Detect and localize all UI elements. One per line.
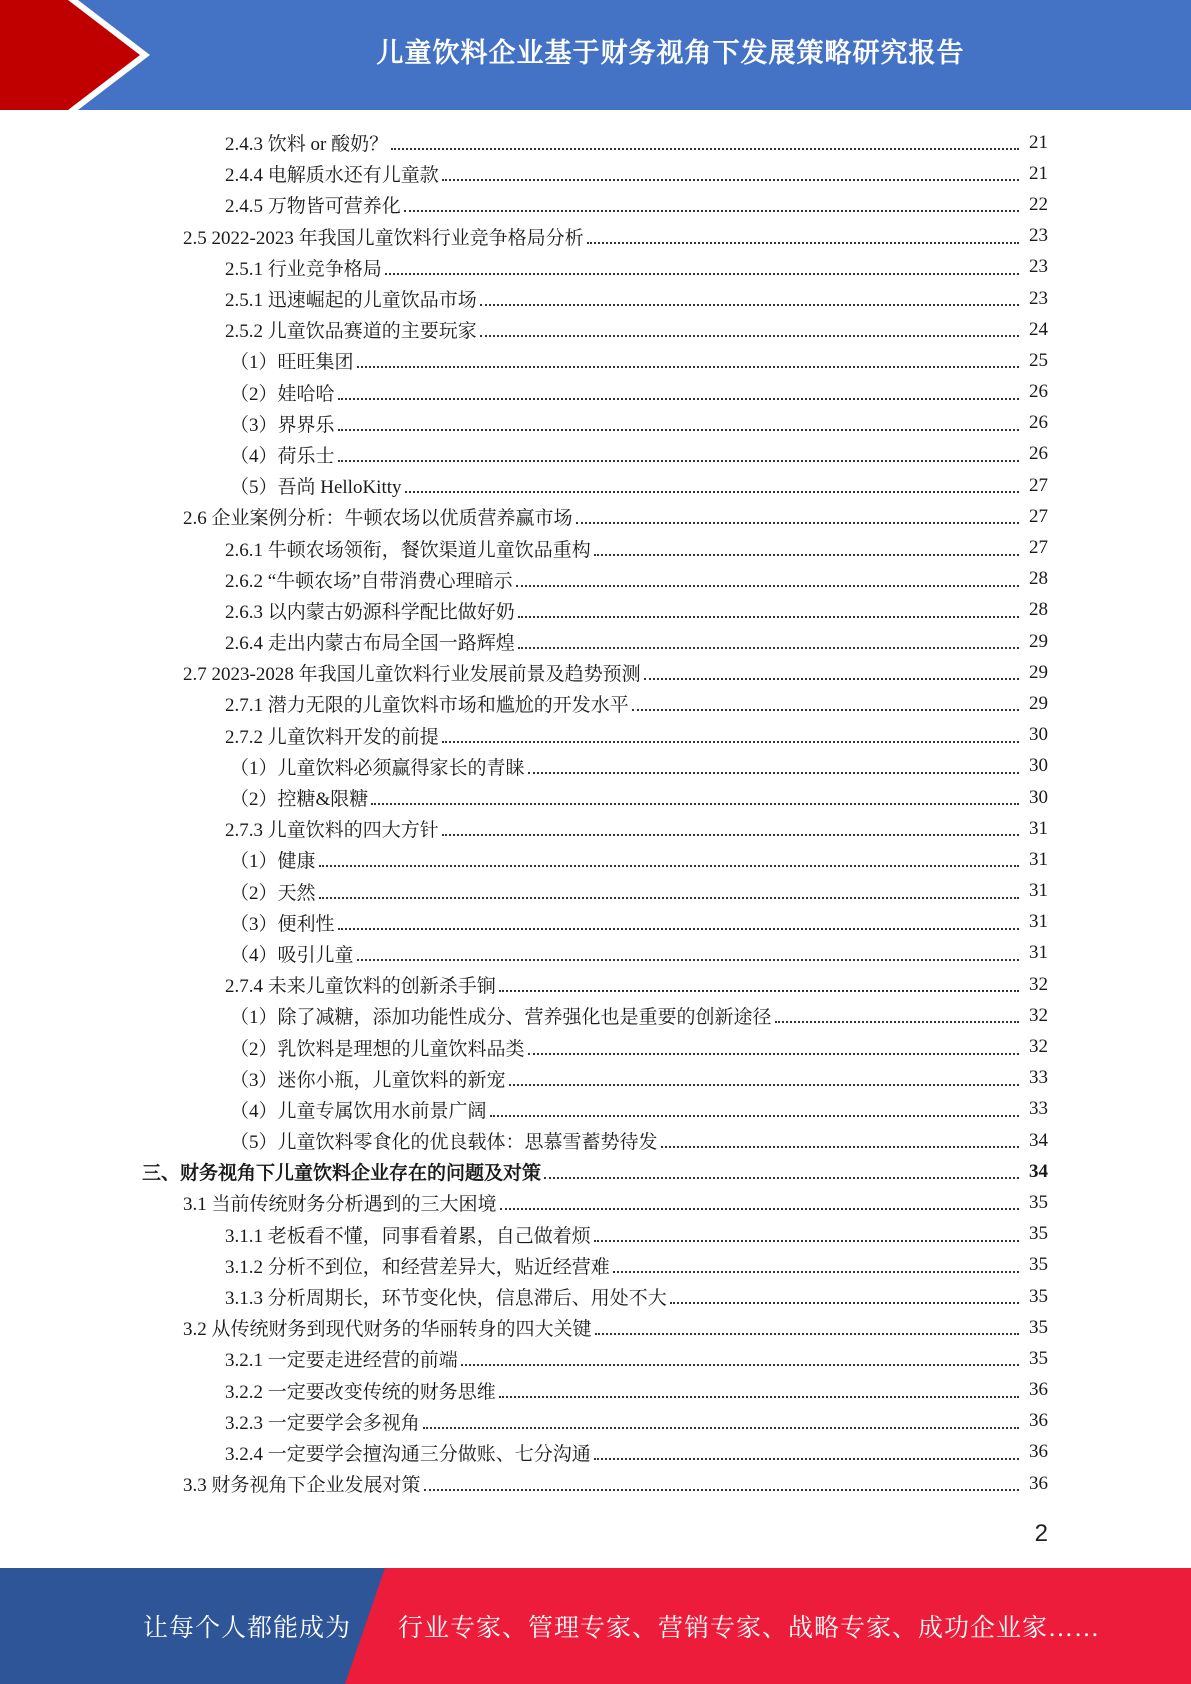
toc-entry-title: 3.1.1 老板看不懂，同事看着累，自己做着烦 [225,1225,591,1247]
toc-entry-title: 3.1 当前传统财务分析遇到的三大困境 [183,1194,497,1216]
toc-entry-title: 2.7.3 儿童饮料的四大方针 [225,820,439,842]
toc-entry-title: （2）控糖&限糖 [230,789,369,811]
toc-dot-leader [632,708,1019,711]
toc-entry-page: 32 [1029,1004,1048,1026]
toc-entry[interactable] [0,1281,1191,1312]
toc-entry[interactable] [0,345,1191,376]
toc-entry[interactable] [0,564,1191,595]
toc-entry-title: （5）儿童饮料零食化的优良载体：思慕雪蓄势待发 [230,1132,658,1154]
toc-entry-title: （3）便利性 [230,913,335,935]
toc-dot-leader [338,428,1019,431]
toc-entry-page: 27 [1029,474,1048,496]
toc-dot-leader [500,1207,1019,1210]
toc-entry-title: 3.2.2 一定要改变传统的财务思维 [225,1381,496,1403]
toc-entry[interactable] [0,1312,1191,1343]
toc-entry[interactable] [0,1437,1191,1468]
toc-entry[interactable] [0,158,1191,189]
toc-entry[interactable] [0,377,1191,408]
toc-dot-leader [357,365,1019,368]
toc-entry-title: （3）迷你小瓶，儿童饮料的新宠 [230,1069,506,1091]
toc-entry-title: 3.2.1 一定要走进经营的前端 [225,1350,458,1372]
toc-entry-title: 2.6.3 以内蒙古奶源科学配比做好奶 [225,601,515,623]
toc-entry[interactable] [0,501,1191,532]
toc-entry[interactable] [0,938,1191,969]
toc-entry-page: 36 [1029,1379,1048,1401]
toc-entry[interactable] [0,252,1191,283]
toc-dot-leader [442,178,1019,181]
toc-entry-title: 2.6.4 走出内蒙古布局全国一路辉煌 [225,633,515,655]
toc-entry[interactable] [0,189,1191,220]
toc-dot-leader [338,927,1019,930]
toc-entry[interactable] [0,688,1191,719]
page-header [0,0,1191,110]
toc-dot-leader [338,397,1019,400]
footer-slogan-left: 让每个人都能成为 [143,1615,352,1642]
toc-entry-page: 29 [1029,661,1048,683]
toc-entry-title: （2）乳饮料是理想的儿童饮料品类 [230,1038,525,1060]
toc-entry-title: （4）荷乐士 [230,445,335,467]
toc-entry-title: 三、财务视角下儿童饮料企业存在的问题及对策 [142,1163,542,1185]
toc-entry-page: 36 [1029,1410,1048,1432]
toc-entry-title: （1）儿童饮料必须赢得家长的青睐 [230,757,525,779]
toc-entry-page: 25 [1029,349,1048,371]
toc-entry-page: 35 [1029,1347,1048,1369]
toc-dot-leader [319,864,1019,867]
toc-entry-page: 28 [1029,599,1048,621]
toc-entry[interactable] [0,1094,1191,1125]
toc-entry-page: 29 [1029,630,1048,652]
toc-entry-page: 33 [1029,1098,1048,1120]
toc-entry[interactable] [0,1156,1191,1187]
toc-dot-leader [644,677,1019,680]
toc-entry-page: 35 [1029,1316,1048,1338]
toc-entry-page: 35 [1029,1223,1048,1245]
toc-entry-page: 30 [1029,724,1048,746]
toc-entry-page: 35 [1029,1191,1048,1213]
toc-dot-leader [480,334,1019,337]
toc-entry[interactable] [0,657,1191,688]
toc-entry-title: 2.4.5 万物皆可营养化 [225,196,401,218]
toc-entry-title: 3.2 从传统财务到现代财务的华丽转身的四大关键 [183,1319,592,1341]
toc-entry[interactable] [0,470,1191,501]
toc-dot-leader [490,1114,1019,1117]
toc-entry-page: 31 [1029,942,1048,964]
toc-entry-page: 35 [1029,1254,1048,1276]
toc-entry-page: 23 [1029,287,1048,309]
toc-dot-leader [499,1395,1019,1398]
toc-entry-page: 35 [1029,1285,1048,1307]
toc-entry-page: 31 [1029,848,1048,870]
toc-dot-leader [775,1020,1019,1023]
toc-entry-page: 34 [1029,1129,1048,1151]
toc-dot-leader [516,584,1019,587]
toc-entry-page: 26 [1029,381,1048,403]
toc-entry-page: 32 [1029,1036,1048,1058]
footer-slogan-right: 行业专家、管理专家、营销专家、战略专家、成功企业家…… [398,1615,1101,1642]
header-chevron-red [0,0,140,110]
toc-entry-title: 2.6.2 “牛顿农场”自带消费心理暗示 [225,570,513,592]
toc-entry-title: 2.6.1 牛顿农场领衔，餐饮渠道儿童饮品重构 [225,539,591,561]
toc-entry[interactable] [0,1187,1191,1218]
toc-entry-title: （3）界界乐 [230,414,335,436]
toc-entry-title: （2）娃哈哈 [230,383,335,405]
toc-dot-leader [544,1176,1019,1179]
toc-dot-leader [594,553,1019,556]
toc-entry-page: 21 [1029,162,1048,184]
toc-entry-title: （4）儿童专属饮用水前景广阔 [230,1100,487,1122]
toc-dot-leader [499,989,1019,992]
toc-entry-title: 2.5 2022-2023 年我国儿童饮料行业竞争格局分析 [183,227,584,249]
toc-entry-page: 26 [1029,443,1048,465]
toc-entry[interactable] [0,283,1191,314]
toc-entry-page: 27 [1029,537,1048,559]
toc-dot-leader [319,896,1019,899]
toc-entry-title: （1）旺旺集团 [230,352,354,374]
toc-entry-page: 22 [1029,193,1048,215]
toc-entry-page: 24 [1029,318,1048,340]
toc-dot-leader [518,615,1019,618]
toc-entry[interactable] [0,907,1191,938]
toc-dot-leader [528,771,1019,774]
toc-entry[interactable] [0,1468,1191,1499]
toc-entry[interactable] [0,1343,1191,1374]
toc-entry[interactable] [0,314,1191,345]
toc-entry[interactable] [0,1063,1191,1094]
toc-entry-title: （1）健康 [230,851,316,873]
table-of-contents [0,127,1191,1499]
toc-dot-leader [442,740,1019,743]
toc-entry[interactable] [0,1375,1191,1406]
toc-dot-leader [385,272,1019,275]
toc-entry-page: 23 [1029,225,1048,247]
toc-dot-leader [587,241,1019,244]
toc-entry-title: 2.6 企业案例分析：牛顿农场以优质营养赢市场 [183,508,573,530]
toc-entry-title: 3.3 财务视角下企业发展对策 [183,1475,421,1497]
toc-entry-title: 3.2.4 一定要学会擅沟通三分做账、七分沟通 [225,1443,591,1465]
toc-entry-page: 36 [1029,1472,1048,1494]
toc-entry-title: 2.5.1 迅速崛起的儿童饮品市场 [225,290,477,312]
toc-dot-leader [613,1270,1019,1273]
toc-dot-leader [576,521,1019,524]
toc-entry-page: 26 [1029,412,1048,434]
toc-entry-title: 2.4.3 饮料 or 酸奶？ [225,134,389,156]
toc-dot-leader [594,1457,1019,1460]
toc-entry-page: 31 [1029,817,1048,839]
toc-entry[interactable] [0,813,1191,844]
toc-dot-leader [424,1488,1019,1491]
toc-entry[interactable] [0,595,1191,626]
toc-entry[interactable] [0,1031,1191,1062]
toc-entry-title: 2.7 2023-2028 年我国儿童饮料行业发展前景及趋势预测 [183,664,641,686]
toc-dot-leader [371,802,1019,805]
toc-dot-leader [509,1083,1019,1086]
toc-dot-leader [670,1301,1019,1304]
toc-dot-leader [357,958,1019,961]
toc-entry-page: 34 [1029,1160,1048,1182]
toc-dot-leader [338,459,1019,462]
toc-entry-title: 2.4.4 电解质水还有儿童款 [225,165,439,187]
toc-entry-title: 2.7.2 儿童饮料开发的前提 [225,726,439,748]
toc-dot-leader [461,1363,1019,1366]
toc-entry-title: 2.7.1 潜力无限的儿童饮料市场和尴尬的开发水平 [225,695,629,717]
toc-dot-leader [391,147,1019,150]
toc-entry-page: 30 [1029,755,1048,777]
page-footer [0,1568,1191,1684]
toc-entry[interactable] [0,532,1191,563]
toc-entry[interactable] [0,1219,1191,1250]
toc-dot-leader [442,833,1019,836]
toc-entry-title: （5）吾尚 HelloKitty [230,477,402,499]
toc-entry[interactable] [0,720,1191,751]
toc-entry[interactable] [0,969,1191,1000]
toc-dot-leader [423,1426,1019,1429]
toc-entry[interactable] [0,876,1191,907]
toc-entry-page: 21 [1029,131,1048,153]
toc-entry[interactable] [0,221,1191,252]
toc-entry-title: （4）吸引儿童 [230,944,354,966]
toc-entry-title: 3.1.2 分析不到位，和经营差异大，贴近经营难 [225,1256,610,1278]
toc-entry-title: （2）天然 [230,882,316,904]
page-number: 2 [1034,1520,1048,1547]
toc-entry-title: 2.7.4 未来儿童饮料的创新杀手锏 [225,976,496,998]
toc-entry[interactable] [0,127,1191,158]
toc-entry[interactable] [0,1250,1191,1281]
toc-entry-page: 32 [1029,973,1048,995]
toc-entry[interactable] [0,1125,1191,1156]
toc-dot-leader [594,1239,1019,1242]
toc-entry[interactable] [0,626,1191,657]
toc-entry[interactable] [0,782,1191,813]
toc-entry-title: 2.5.2 儿童饮品赛道的主要玩家 [225,321,477,343]
toc-entry-title: 2.5.1 行业竞争格局 [225,258,382,280]
toc-entry-page: 27 [1029,505,1048,527]
toc-entry-page: 31 [1029,911,1048,933]
toc-entry-page: 28 [1029,568,1048,590]
toc-entry[interactable] [0,1000,1191,1031]
toc-entry[interactable] [0,751,1191,782]
toc-entry-title: 3.1.3 分析周期长，环节变化快，信息滞后、用处不大 [225,1288,667,1310]
toc-entry-page: 31 [1029,880,1048,902]
toc-dot-leader [528,1052,1019,1055]
toc-dot-leader [404,209,1019,212]
toc-dot-leader [661,1145,1019,1148]
report-title: 儿童饮料企业基于财务视角下发展策略研究报告 [376,37,965,69]
toc-entry[interactable] [0,844,1191,875]
toc-dot-leader [405,490,1019,493]
toc-entry-page: 23 [1029,256,1048,278]
toc-entry[interactable] [0,439,1191,470]
toc-entry-title: （1）除了减糖，添加功能性成分、营养强化也是重要的创新途径 [230,1007,772,1029]
toc-dot-leader [595,1332,1019,1335]
toc-entry-title: 3.2.3 一定要学会多视角 [225,1412,420,1434]
toc-entry[interactable] [0,408,1191,439]
toc-entry-page: 36 [1029,1441,1048,1463]
toc-entry[interactable] [0,1406,1191,1437]
toc-dot-leader [480,303,1019,306]
toc-entry-page: 33 [1029,1067,1048,1089]
toc-dot-leader [518,646,1019,649]
toc-entry-page: 30 [1029,786,1048,808]
toc-entry-page: 29 [1029,692,1048,714]
